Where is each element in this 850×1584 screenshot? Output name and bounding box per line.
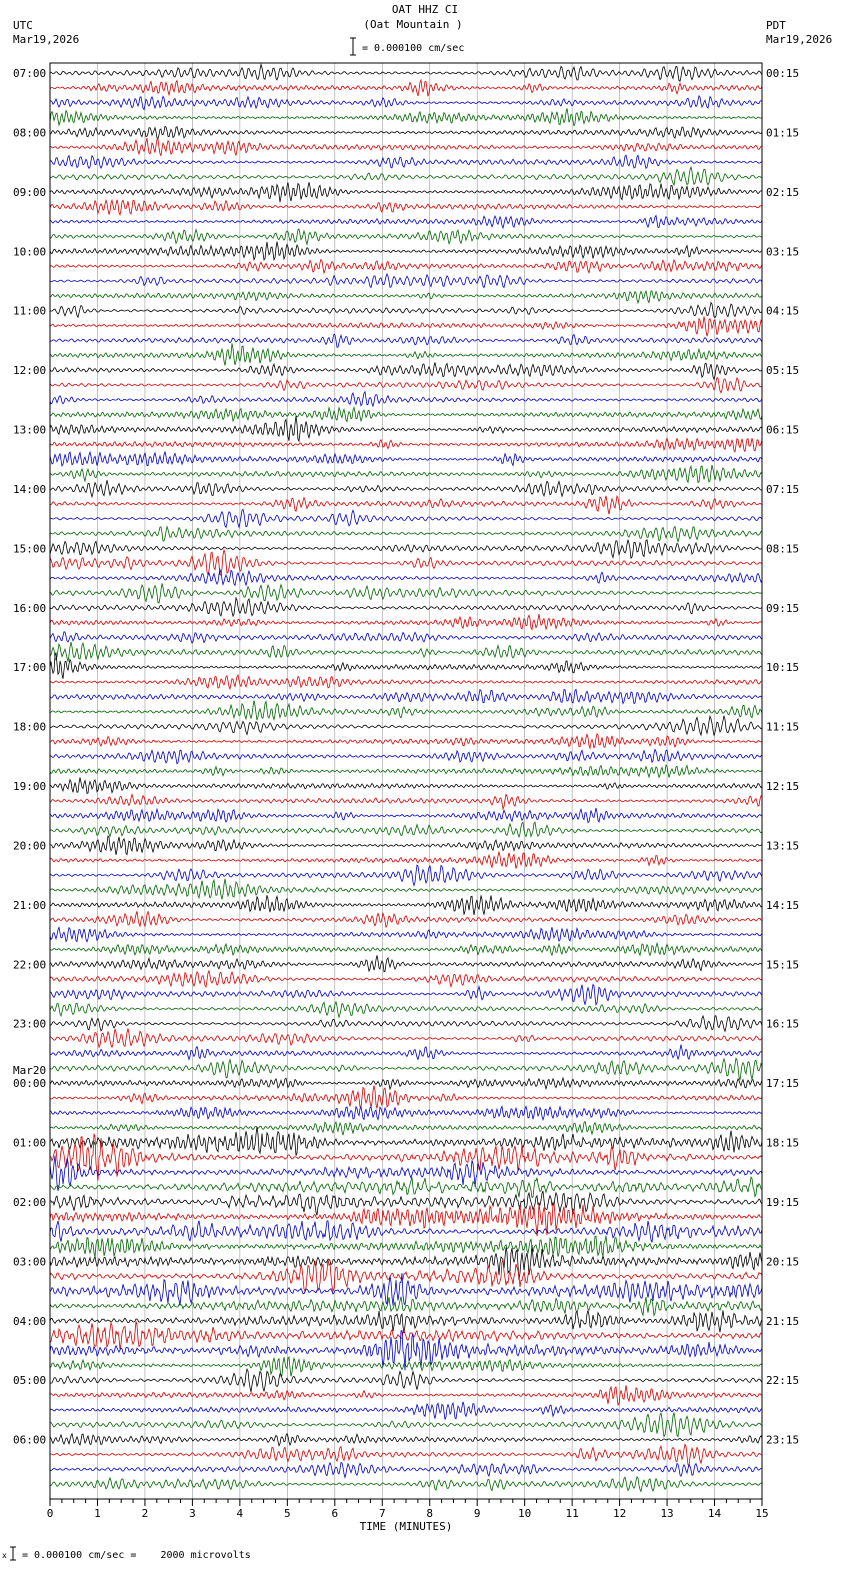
utc-hour-label: 01:00 — [13, 1136, 47, 1150]
trace-1 — [50, 65, 762, 82]
x-tick-label: 0 — [46, 1507, 54, 1520]
trace-80 — [50, 1236, 762, 1257]
x-tick-label: 4 — [236, 1507, 244, 1520]
trace-88 — [50, 1357, 762, 1376]
utc-hour-label: 07:00 — [13, 67, 47, 80]
utc-hour-label: 20:00 — [13, 839, 47, 853]
trace-49 — [50, 778, 762, 794]
utc-hour-label: 23:00 — [13, 1017, 47, 1031]
trace-73 — [50, 1127, 762, 1156]
x-tick-label: 1 — [94, 1507, 101, 1520]
trace-42 — [50, 675, 762, 689]
pdt-hour-label: 21:15 — [766, 1314, 800, 1328]
trace-58 — [50, 911, 762, 927]
trace-19 — [50, 334, 762, 347]
trace-30 — [50, 496, 762, 515]
pdt-hour-label: 20:15 — [766, 1255, 800, 1269]
trace-34 — [50, 550, 762, 576]
trace-92 — [50, 1413, 762, 1437]
footer-mark: x — [2, 1551, 7, 1560]
trace-27 — [50, 452, 762, 466]
x-tick-label: 10 — [518, 1507, 532, 1520]
trace-13 — [50, 242, 762, 260]
x-axis-title: TIME (MINUTES) — [359, 1520, 453, 1533]
trace-56 — [50, 879, 762, 900]
utc-hour-label: 10:00 — [13, 245, 47, 259]
utc-hour-label: 13:00 — [13, 423, 47, 437]
trace-51 — [50, 808, 762, 823]
trace-31 — [50, 509, 762, 527]
trace-67 — [50, 1045, 762, 1060]
utc-hour-label: 12:00 — [13, 364, 47, 378]
x-tick-label: 11 — [565, 1507, 579, 1520]
utc-hour-label: 17:00 — [13, 661, 47, 675]
trace-40 — [50, 642, 762, 662]
x-tick-label: 5 — [284, 1507, 291, 1520]
trace-94 — [50, 1444, 762, 1466]
pdt-hour-label: 09:15 — [766, 601, 800, 615]
x-tick-label: 13 — [660, 1507, 674, 1520]
trace-8 — [50, 167, 762, 185]
trace-20 — [50, 343, 762, 365]
trace-77 — [50, 1191, 762, 1215]
trace-61 — [50, 955, 762, 971]
trace-23 — [50, 392, 762, 406]
pdt-hour-label: 15:15 — [766, 958, 800, 972]
trace-66 — [50, 1029, 762, 1048]
utc-hour-label: 19:00 — [13, 780, 47, 793]
x-tick-label: 15 — [755, 1507, 769, 1520]
trace-60 — [50, 943, 762, 955]
trace-15 — [50, 274, 762, 288]
trace-64 — [50, 1002, 762, 1017]
trace-26 — [50, 438, 762, 452]
pdt-hour-label: 14:15 — [766, 898, 800, 912]
trace-89 — [50, 1369, 762, 1392]
trace-18 — [50, 317, 762, 337]
trace-16 — [50, 291, 762, 303]
x-tick-label: 3 — [189, 1507, 196, 1520]
trace-63 — [50, 985, 762, 1005]
trace-79 — [50, 1221, 762, 1243]
utc-hour-label: 03:00 — [13, 1255, 47, 1269]
trace-11 — [50, 216, 762, 229]
pdt-hour-label: 08:15 — [766, 542, 800, 556]
trace-24 — [50, 408, 762, 422]
utc-hour-label: 08:00 — [13, 126, 47, 140]
trace-9 — [50, 182, 762, 202]
utc-hour-label: 00:00 — [13, 1077, 47, 1091]
footer-scale-bar-icon — [9, 1546, 17, 1562]
utc-hour-label: 06:00 — [13, 1433, 47, 1447]
trace-33 — [50, 540, 762, 559]
trace-55 — [50, 865, 762, 885]
pdt-hour-label: 13:15 — [766, 839, 800, 853]
utc-hour-label: 09:00 — [13, 185, 47, 199]
trace-96 — [50, 1477, 762, 1492]
pdt-hour-label: 11:15 — [766, 720, 800, 734]
trace-59 — [50, 927, 762, 942]
utc-hour-label: 02:00 — [13, 1195, 47, 1209]
trace-54 — [50, 852, 762, 869]
pdt-hour-label: 12:15 — [766, 780, 800, 793]
trace-62 — [50, 971, 762, 987]
trace-71 — [50, 1106, 762, 1119]
utc-hour-label: 05:00 — [13, 1374, 47, 1388]
trace-50 — [50, 794, 762, 808]
trace-38 — [50, 614, 762, 629]
pdt-hour-label: 16:15 — [766, 1017, 800, 1031]
left-timezone: UTC — [13, 19, 33, 32]
trace-12 — [50, 229, 762, 244]
trace-52 — [50, 822, 762, 837]
utc-hour-label: 15:00 — [13, 542, 47, 556]
trace-36 — [50, 583, 762, 603]
trace-7 — [50, 155, 762, 168]
utc-hour-label: 11:00 — [13, 304, 47, 318]
trace-10 — [50, 200, 762, 215]
trace-5 — [50, 126, 762, 138]
pdt-hour-label: 01:15 — [766, 126, 800, 140]
trace-6 — [50, 138, 762, 155]
pdt-hour-label: 02:15 — [766, 185, 800, 199]
pdt-hour-label: 19:15 — [766, 1195, 800, 1209]
trace-28 — [50, 465, 762, 482]
trace-53 — [50, 836, 762, 855]
utc-hour-label: 22:00 — [13, 958, 47, 972]
trace-39 — [50, 632, 762, 643]
trace-14 — [50, 259, 762, 273]
pdt-hour-label: 03:15 — [766, 245, 800, 259]
trace-32 — [50, 527, 762, 542]
left-date: Mar19,2026 — [13, 33, 80, 46]
trace-90 — [50, 1385, 762, 1405]
trace-74 — [50, 1134, 762, 1181]
scale-label: = 0.000100 cm/sec — [362, 43, 465, 54]
trace-95 — [50, 1463, 762, 1478]
trace-93 — [50, 1434, 762, 1446]
x-tick-label: 12 — [612, 1507, 627, 1520]
trace-17 — [50, 303, 762, 318]
pdt-hour-label: 07:15 — [766, 482, 800, 496]
utc-hour-label: 21:00 — [13, 898, 47, 912]
pdt-hour-label: 17:15 — [766, 1077, 800, 1091]
trace-69 — [50, 1078, 762, 1089]
trace-65 — [50, 1016, 762, 1032]
right-date: Mar19,2026 — [766, 33, 833, 46]
pdt-hour-label: 22:15 — [766, 1374, 800, 1388]
trace-35 — [50, 570, 762, 586]
utc-hour-label: 14:00 — [13, 482, 47, 496]
station-location: (Oat Mountain ) — [363, 18, 463, 31]
trace-44 — [50, 701, 762, 721]
footer-scale-note: = 0.000100 cm/sec = 2000 microvolts — [22, 1550, 251, 1561]
right-timezone: PDT — [766, 19, 786, 32]
trace-3 — [50, 96, 762, 110]
x-tick-label: 7 — [378, 1507, 386, 1520]
trace-70 — [50, 1085, 762, 1108]
trace-21 — [50, 362, 762, 379]
x-tick-label: 14 — [707, 1507, 722, 1520]
trace-86 — [50, 1321, 762, 1349]
pdt-hour-label: 00:15 — [766, 67, 800, 80]
utc-hour-label: 16:00 — [13, 601, 47, 615]
trace-45 — [50, 716, 762, 736]
pdt-hour-label: 10:15 — [766, 661, 800, 675]
station-title: OAT HHZ CI — [391, 3, 459, 16]
trace-68 — [50, 1058, 762, 1080]
utc-hour-label: 18:00 — [13, 720, 47, 734]
trace-47 — [50, 749, 762, 763]
trace-41 — [50, 653, 762, 679]
trace-25 — [50, 416, 762, 441]
trace-57 — [50, 895, 762, 915]
pdt-hour-label: 06:15 — [766, 423, 800, 437]
trace-29 — [50, 480, 762, 497]
trace-4 — [50, 108, 762, 126]
trace-91 — [50, 1402, 762, 1420]
x-tick-label: 9 — [473, 1507, 481, 1520]
x-tick-label: 8 — [426, 1507, 434, 1520]
trace-46 — [50, 734, 762, 748]
x-tick-label: 2 — [141, 1507, 149, 1520]
trace-48 — [50, 765, 762, 777]
trace-22 — [50, 377, 762, 392]
trace-43 — [50, 689, 762, 703]
pdt-hour-label: 18:15 — [766, 1136, 800, 1150]
pdt-hour-label: 05:15 — [766, 364, 800, 378]
x-tick-label: 6 — [331, 1507, 339, 1520]
trace-76 — [50, 1177, 762, 1198]
trace-83 — [50, 1273, 762, 1305]
utc-hour-label: 04:00 — [13, 1314, 47, 1328]
trace-2 — [50, 80, 762, 96]
trace-72 — [50, 1122, 762, 1136]
pdt-hour-label: 23:15 — [766, 1433, 800, 1447]
pdt-hour-label: 04:15 — [766, 304, 800, 318]
trace-37 — [50, 598, 762, 616]
utc-date-label: Mar20 — [13, 1064, 47, 1078]
